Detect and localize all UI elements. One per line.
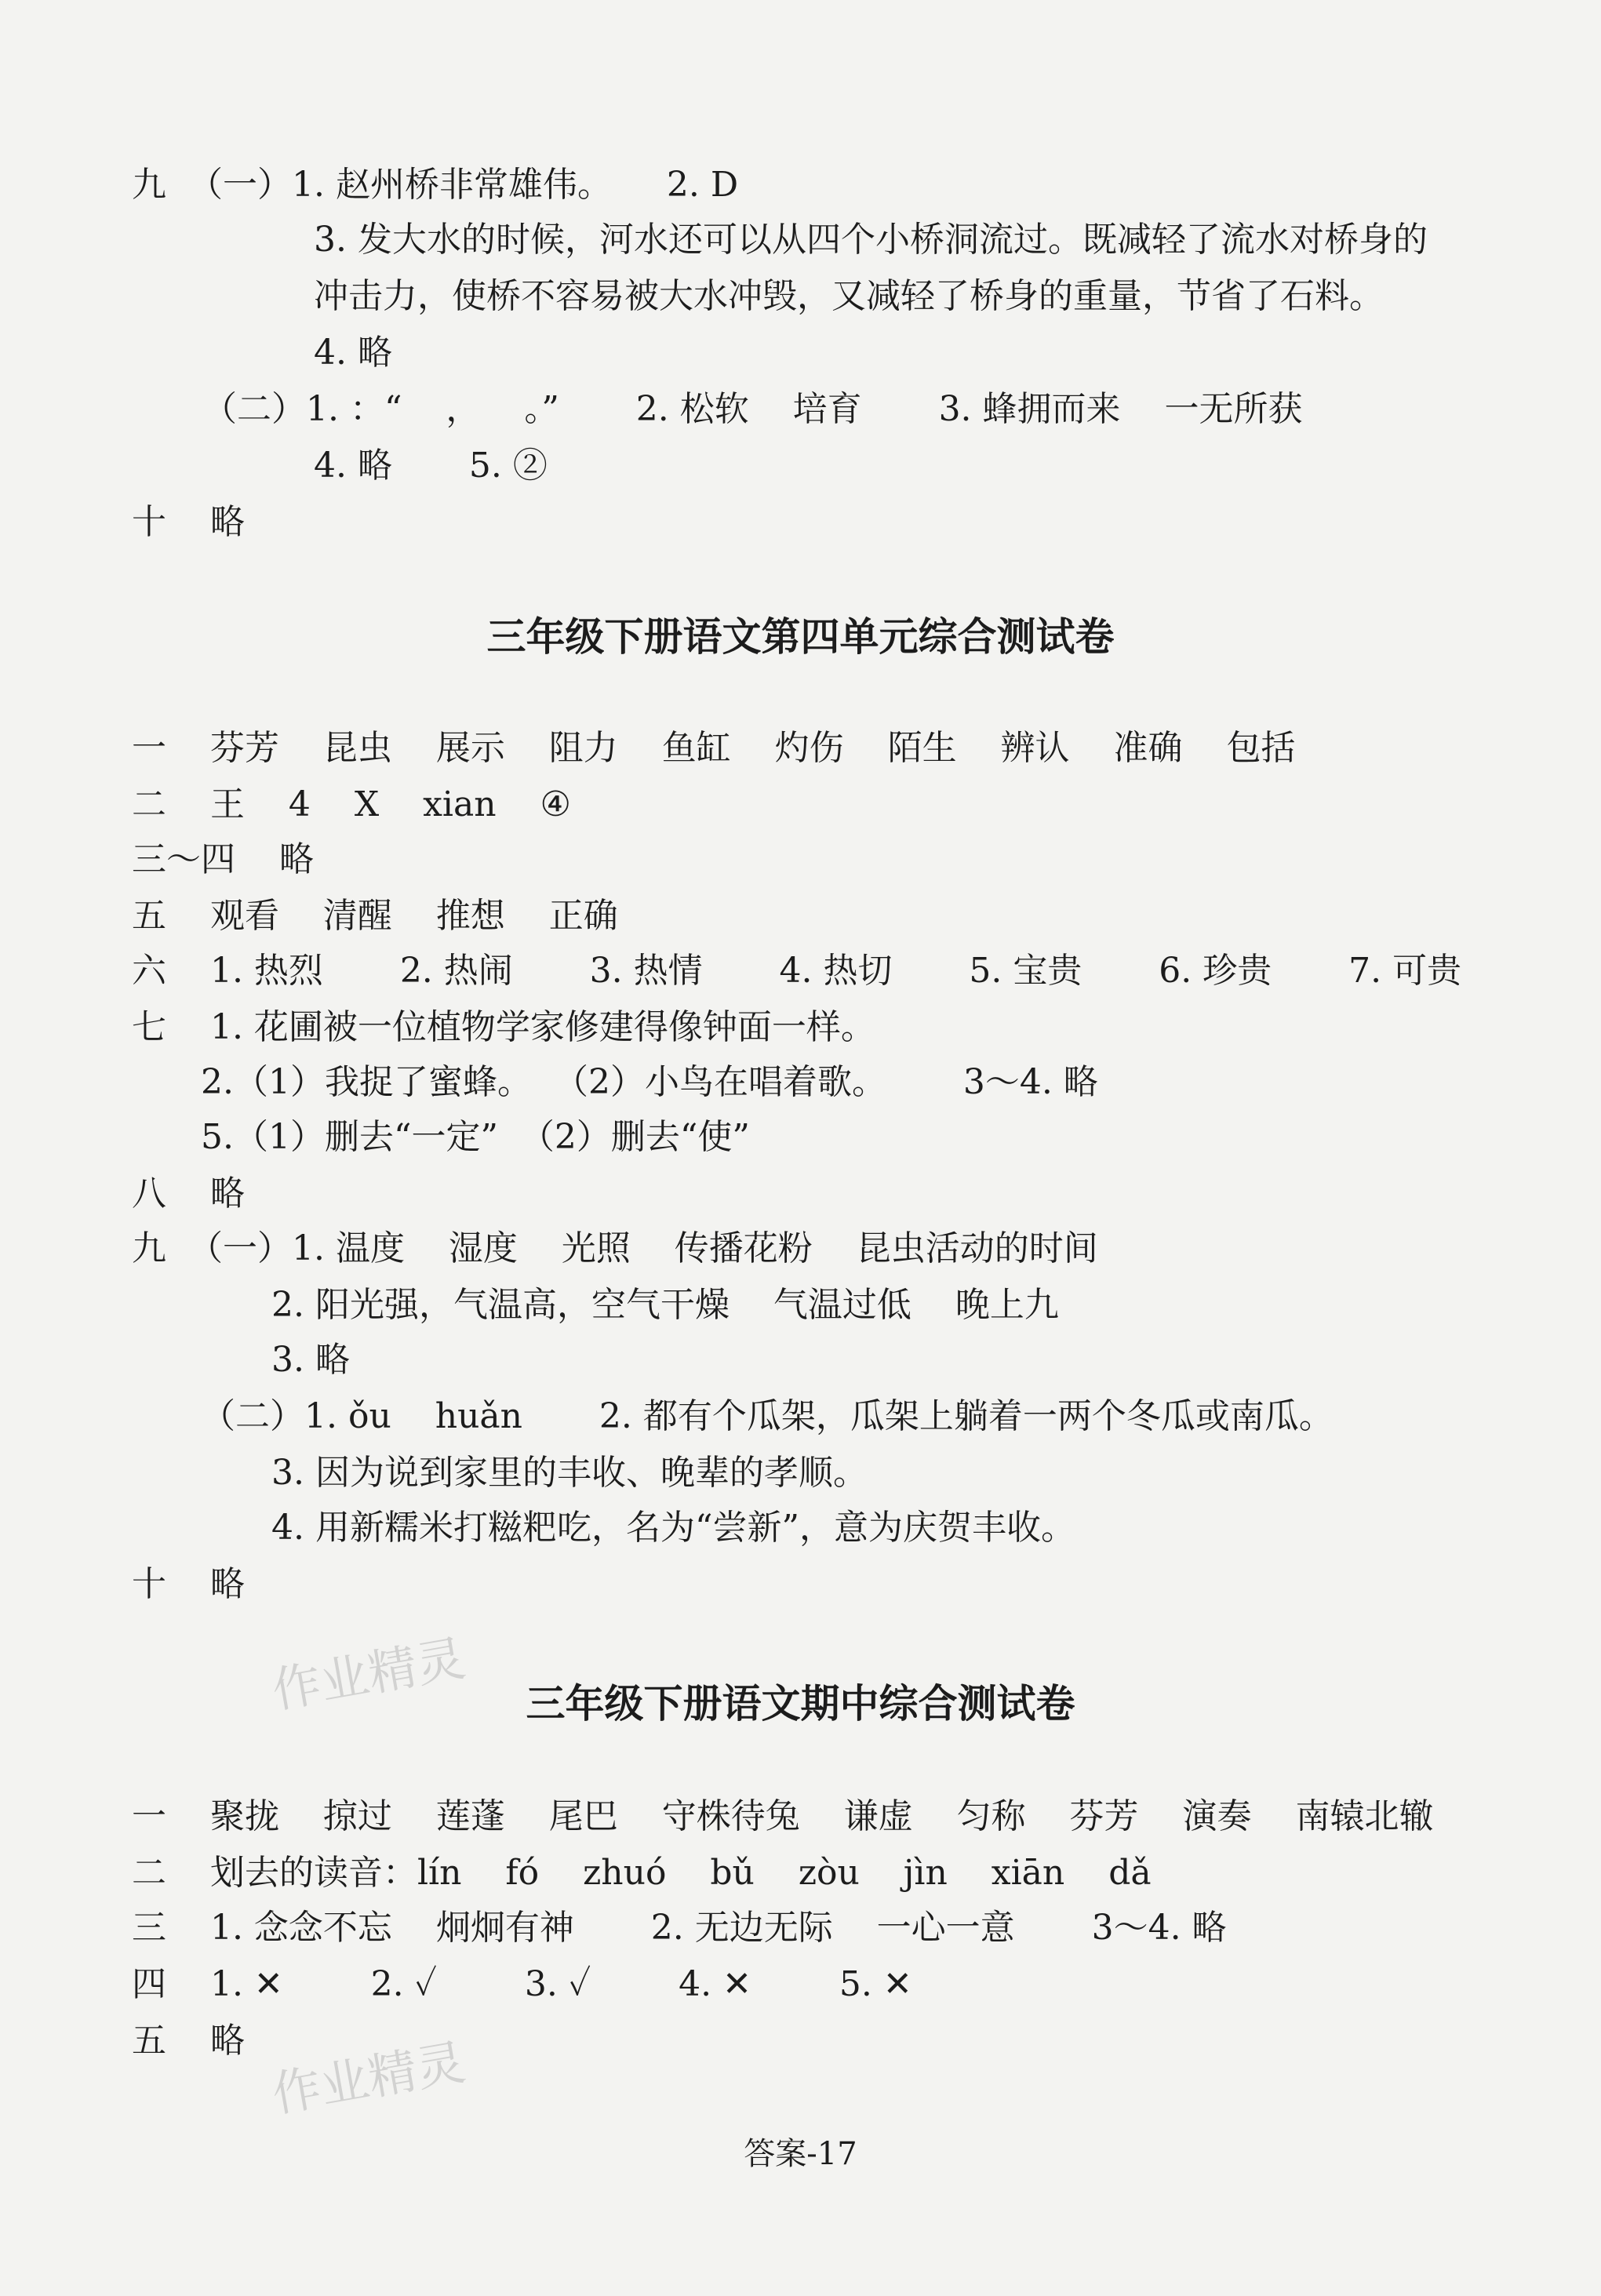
mid-q5: 五 略 bbox=[132, 2021, 245, 2061]
mid-q4: 四 1. ✕ 2. ✓ 3. ✓ 4. ✕ 5. ✕ bbox=[132, 1964, 912, 2004]
section-title-midterm: 三年级下册语文期中综合测试卷 bbox=[526, 1681, 1075, 1727]
u4-q8: 八 略 bbox=[132, 1173, 245, 1213]
u4-q9-part2: （二）1. ǒu huǎn 2. 都有个瓜架，瓜架上躺着一两个冬瓜或南瓜。 bbox=[201, 1396, 1334, 1436]
u4-q3-4: 三～四 略 bbox=[132, 839, 314, 879]
u4-q9-part2-item4: 4. 用新糯米打糍粑吃，名为“尝新”，意为庆贺丰收。 bbox=[271, 1508, 1075, 1548]
u4-q10: 十 略 bbox=[132, 1564, 245, 1604]
u4-q6: 六 1. 热烈 2. 热闹 3. 热情 4. 热切 5. 宝贵 6. 珍贵 7. 可贵 bbox=[132, 951, 1462, 991]
u4-q7-5: 5.（1）删去“一定” （2）删去“使” bbox=[201, 1117, 750, 1157]
u4-q9-part2-item3: 3. 因为说到家里的丰收、晚辈的孝顺。 bbox=[271, 1453, 868, 1493]
q9-item3-line1: 3. 发大水的时候，河水还可以从四个小桥洞流过。既减轻了流水对桥身的 bbox=[314, 220, 1428, 260]
u4-q9-part1: 九 （一）1. 温度 湿度 光照 传播花粉 昆虫活动的时间 bbox=[132, 1228, 1098, 1268]
u4-q2: 二 王 4 X xian ④ bbox=[132, 784, 571, 824]
q9-part1-line: 九 （一）1. 赵州桥非常雄伟。 2. D bbox=[132, 165, 739, 205]
u4-q7-1: 七 1. 花圃被一位植物学家修建得像钟面一样。 bbox=[132, 1007, 875, 1047]
u4-q5: 五 观看 清醒 推想 正确 bbox=[132, 896, 618, 936]
u4-q9-item3: 3. 略 bbox=[271, 1340, 350, 1380]
q9-item4-line: 4. 略 bbox=[314, 333, 392, 373]
page-footer: 答案-17 bbox=[744, 2136, 857, 2172]
watermark-logo: 作业精灵 bbox=[267, 2032, 470, 2123]
mid-q1: 一 聚拢 掠过 莲蓬 尾巴 守株待兔 谦虚 匀称 芬芳 演奏 南辕北辙 bbox=[132, 1796, 1434, 1836]
q10-line: 十 略 bbox=[132, 502, 245, 542]
u4-q1: 一 芬芳 昆虫 展示 阻力 鱼缸 灼伤 陌生 辨认 准确 包括 bbox=[132, 728, 1296, 768]
q9-part2-item4-5: 4. 略 5. ② bbox=[314, 446, 548, 486]
q9-item3-line2: 冲击力，使桥不容易被大水冲毁，又减轻了桥身的重量，节省了石料。 bbox=[314, 276, 1384, 316]
mid-q2: 二 划去的读音：lín fó zhuó bǔ zòu jìn xiān dǎ bbox=[132, 1853, 1152, 1893]
section-title-unit4: 三年级下册语文第四单元综合测试卷 bbox=[486, 614, 1115, 660]
mid-q3: 三 1. 念念不忘 炯炯有神 2. 无边无际 一心一意 3～4. 略 bbox=[132, 1908, 1227, 1948]
u4-q9-item2: 2. 阳光强，气温高，空气干燥 气温过低 晚上九 bbox=[271, 1285, 1059, 1325]
u4-q7-2: 2.（1）我捉了蜜蜂。 （2）小鸟在唱着歌。 3～4. 略 bbox=[201, 1062, 1098, 1102]
q9-part2-line: （二）1. ：“ ， 。” 2. 松软 培育 3. 蜂拥而来 一无所获 bbox=[202, 389, 1303, 429]
watermark-logo: 作业精灵 bbox=[267, 1628, 470, 1719]
